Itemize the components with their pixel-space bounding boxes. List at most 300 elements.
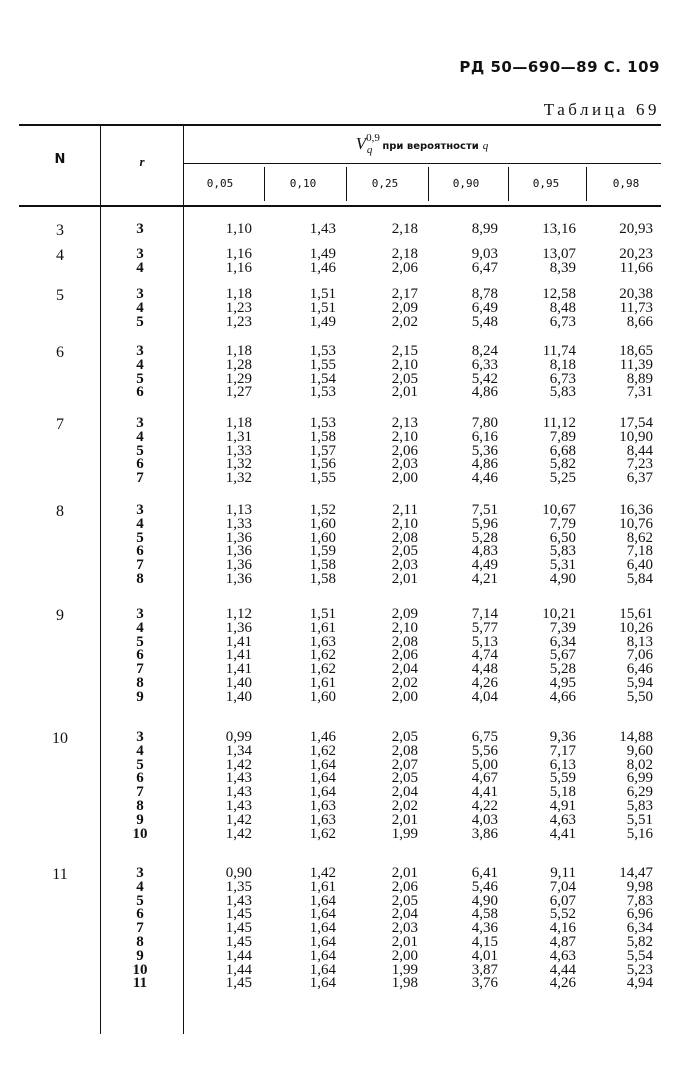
r-value: 5 [136,370,144,387]
table-row [0,880,700,894]
table-row [0,744,700,758]
v-value: 2,11 [392,502,418,518]
v-value: 1,64 [309,756,336,773]
v-value: 2,08 [391,633,418,650]
v-value: 1,10 [225,221,252,237]
r-value: 4 [136,356,144,373]
v-value: 1,18 [225,415,252,431]
table-caption: Таблица 69 [543,100,660,119]
r-value: 4 [136,515,144,532]
table-row [0,949,700,963]
q-column-header: 0,10 [289,177,317,190]
v-value: 1,29 [225,370,252,387]
v-value: 5,28 [549,661,576,678]
v-value: 8,39 [549,259,576,276]
n-value: 7 [56,416,64,433]
v-value: 2,10 [391,428,418,445]
table-row [0,621,700,635]
v-value: 15,61 [619,606,653,622]
v-value: 5,13 [471,633,498,650]
r-value: 6 [136,906,144,923]
v-value: 6,46 [626,661,653,678]
v-value: 1,64 [309,906,336,923]
v-value: 5,50 [626,688,653,705]
n-value: 10 [52,730,68,747]
v-value: 2,05 [391,543,418,560]
v-value: 2,03 [391,456,418,473]
v-value: 8,89 [626,370,653,387]
v-value: 8,48 [549,299,576,316]
table-row [0,517,700,531]
v-value: 2,01 [391,934,418,950]
v-value: 1,61 [309,675,336,691]
table-row [0,662,700,676]
r-value: 8 [136,798,144,814]
v-value: 5,46 [471,878,498,895]
v-value: 11,66 [619,259,653,276]
v-value: 2,06 [391,647,418,664]
v-value: 9,36 [549,729,576,745]
table-row [0,344,700,358]
v-value: 1,51 [309,606,336,622]
v-value: 9,03 [471,246,498,262]
v-value: 2,01 [391,811,418,828]
v-value: 4,94 [626,975,653,992]
r-value: 6 [136,770,144,787]
v-value: 5,52 [549,906,576,923]
v-value: 1,62 [309,647,336,664]
r-value: 3 [136,502,144,518]
v-value: 1,43 [225,770,252,787]
v-value: 2,10 [391,356,418,373]
n-value: 4 [56,247,64,264]
v-value: 1,99 [391,825,418,842]
v-value: 9,60 [626,742,653,759]
r-value: 3 [136,729,144,745]
r-value: 7 [136,470,144,487]
v-value: 10,76 [619,515,653,532]
v-value: 8,13 [626,633,653,650]
v-value: 2,03 [391,557,418,574]
table-row [0,771,700,785]
r-value: 4 [136,878,144,895]
v-value: 1,36 [225,557,252,574]
v-value: 4,48 [471,661,498,678]
v-value: 1,36 [225,543,252,560]
table-header-subrule [183,163,661,164]
table-row [0,921,700,935]
v-value: 2,03 [391,920,418,937]
r-value: 5 [136,313,144,330]
v-value: 1,12 [225,606,252,622]
r-value: 10 [132,961,148,978]
v-value: 10,21 [542,606,576,622]
v-value: 4,95 [549,675,576,691]
v-value: 1,58 [309,557,336,574]
r-value: 5 [136,529,144,546]
v-value: 1,41 [225,661,252,678]
r-value: 5 [136,756,144,773]
r-value: 3 [136,865,144,881]
v-value: 6,40 [626,557,653,574]
v-value: 1,63 [309,811,336,828]
v-value: 1,33 [225,515,252,532]
v-value: 11,74 [542,343,576,359]
n-value: 11 [52,866,68,883]
v-value: 1,64 [309,892,336,909]
n-value: 5 [56,287,64,304]
v-value: 1,43 [309,221,336,237]
v-value: 2,06 [391,442,418,459]
v-value: 10,26 [619,619,653,636]
v-value: 6,37 [626,470,653,487]
v-value: 11,12 [542,415,576,431]
v-value: 1,63 [309,798,336,814]
v-value: 5,51 [626,811,653,828]
table-row [0,976,700,990]
v-value: 6,29 [626,784,653,801]
v-value: 6,50 [549,529,576,546]
column-divider [264,167,265,201]
v-value: 2,05 [391,770,418,787]
v-value: 1,61 [309,619,336,636]
v-value: 1,36 [225,529,252,546]
v-value: 1,44 [225,947,252,964]
v-value: 1,42 [225,756,252,773]
v-symbol: V [355,134,367,153]
v-value: 1,41 [225,633,252,650]
v-value: 8,24 [471,343,498,359]
r-value: 6 [136,543,144,560]
r-value: 3 [136,286,144,302]
v-value: 11,39 [619,356,653,373]
table-row [0,287,700,301]
v-value: 7,51 [471,502,498,518]
v-value: 7,79 [549,515,576,532]
v-value: 9,11 [550,865,576,881]
r-value: 5 [136,892,144,909]
v-value: 5,48 [471,313,498,330]
n-value: 6 [56,344,64,361]
v-value: 7,06 [626,647,653,664]
v-value: 16,36 [619,502,653,518]
table-row [0,866,700,880]
v-value: 1,46 [309,259,336,276]
v-value: 1,58 [309,428,336,445]
v-value: 1,18 [225,286,252,302]
q-column-header: 0,05 [206,177,234,190]
table-row [0,690,700,704]
r-value: 4 [136,742,144,759]
table-row [0,935,700,949]
v-value: 6,34 [626,920,653,937]
v-value: 1,64 [309,947,336,964]
table-row [0,457,700,471]
v-value: 5,83 [549,543,576,560]
v-value: 4,63 [549,811,576,828]
v-value: 5,36 [471,442,498,459]
r-value: 7 [136,784,144,801]
v-value: 2,17 [391,286,418,302]
v-value: 1,27 [225,384,252,401]
v-value: 4,04 [471,688,498,705]
v-value: 5,83 [626,798,653,814]
v-value: 5,18 [549,784,576,801]
r-value: 6 [136,647,144,664]
v-value: 8,02 [626,756,653,773]
v-value: 1,63 [309,633,336,650]
r-value: 3 [136,606,144,622]
r-value: 7 [136,920,144,937]
table-row [0,416,700,430]
v-value: 2,05 [391,892,418,909]
r-value: 4 [136,428,144,445]
v-value: 1,42 [225,825,252,842]
n-value: 9 [56,607,64,624]
v-value: 4,90 [549,571,576,587]
q-column-header: 0,98 [612,177,640,190]
v-value: 2,02 [391,675,418,691]
table-row [0,827,700,841]
v-value: 1,64 [309,961,336,978]
v-value: 6,34 [549,633,576,650]
v-value: 2,18 [391,246,418,262]
v-value: 1,60 [309,688,336,705]
v-value: 4,41 [549,825,576,842]
v-value: 4,67 [471,770,498,787]
v-value: 1,40 [225,688,252,705]
v-value: 4,49 [471,557,498,574]
v-value: 7,23 [626,456,653,473]
v-value: 1,55 [309,470,336,487]
v-value: 2,01 [391,384,418,401]
v-value: 1,23 [225,299,252,316]
v-value: 4,22 [471,798,498,814]
v-value: 4,01 [471,947,498,964]
v-value: 1,45 [225,906,252,923]
v-value: 6,47 [471,259,498,276]
v-value: 1,41 [225,647,252,664]
r-value: 5 [136,442,144,459]
v-value: 13,07 [542,246,576,262]
v-value: 2,04 [391,906,418,923]
r-value: 4 [136,299,144,316]
v-value: 5,82 [549,456,576,473]
v-value: 10,67 [542,502,576,518]
v-value: 18,65 [619,343,653,359]
v-value: 5,54 [626,947,653,964]
column-header-n: N [54,152,66,167]
v-value: 1,13 [225,502,252,518]
v-value: 5,31 [549,557,576,574]
table-row [0,385,700,399]
v-value: 5,56 [471,742,498,759]
v-value: 5,23 [626,961,653,978]
v-value: 0,90 [225,865,252,881]
v-value: 4,86 [471,384,498,401]
column-header-group [184,134,660,154]
v-value: 1,52 [309,502,336,518]
v-value: 2,06 [391,878,418,895]
v-value: 7,14 [471,606,498,622]
v-value: 1,98 [391,975,418,992]
v-value: 1,53 [309,384,336,401]
v-value: 13,16 [542,221,576,237]
table-header-bottom-rule [19,205,661,207]
r-value: 9 [136,811,144,828]
v-value: 6,07 [549,892,576,909]
v-value: 5,59 [549,770,576,787]
v-value: 5,96 [471,515,498,532]
v-value: 7,18 [626,543,653,560]
v-value: 4,03 [471,811,498,828]
v-value: 2,09 [391,606,418,622]
v-value: 2,18 [391,221,418,237]
v-value: 2,08 [391,529,418,546]
table-row [0,503,700,517]
v-value: 8,44 [626,442,653,459]
v-value: 2,02 [391,313,418,330]
v-value: 5,84 [626,571,653,587]
table-row [0,785,700,799]
v-value: 6,73 [549,370,576,387]
v-value: 6,75 [471,729,498,745]
v-value: 1,64 [309,934,336,950]
v-superscript: 0,9 [366,132,380,144]
v-value: 8,66 [626,313,653,330]
v-value: 1,62 [309,825,336,842]
header-caption-text: при вероятности [382,141,479,152]
r-value: 10 [132,825,148,842]
v-value: 8,78 [471,286,498,302]
v-value: 2,05 [391,729,418,745]
v-value: 14,47 [619,865,653,881]
v-value: 20,93 [619,221,653,237]
v-value: 1,56 [309,456,336,473]
v-value: 5,28 [471,529,498,546]
v-value: 6,68 [549,442,576,459]
v-value: 5,83 [549,384,576,401]
v-value: 11,73 [619,299,653,316]
v-value: 3,76 [471,975,498,992]
r-value: 3 [136,221,144,237]
v-value: 1,51 [309,286,336,302]
v-value: 7,89 [549,428,576,445]
v-value: 1,57 [309,442,336,459]
v-value: 1,49 [309,246,336,262]
v-value: 1,16 [225,246,252,262]
v-value: 1,42 [225,811,252,828]
v-value: 6,99 [626,770,653,787]
v-value: 2,15 [391,343,418,359]
v-value: 5,67 [549,647,576,664]
v-value: 4,63 [549,947,576,964]
v-value: 1,23 [225,313,252,330]
v-value: 1,51 [309,299,336,316]
v-value: 7,80 [471,415,498,431]
q-column-header: 0,95 [532,177,560,190]
table-row [0,261,700,275]
table-row [0,607,700,621]
v-value: 2,08 [391,742,418,759]
v-subscript: q [366,144,373,156]
r-value: 8 [136,571,144,587]
table-row [0,247,700,261]
v-value: 8,62 [626,529,653,546]
v-value: 4,26 [549,975,576,992]
v-value: 6,33 [471,356,498,373]
v-value: 2,09 [391,299,418,316]
v-value: 6,41 [471,865,498,881]
v-value: 1,28 [225,356,252,373]
v-value: 4,16 [549,920,576,937]
v-value: 6,13 [549,756,576,773]
v-value: 1,53 [309,343,336,359]
v-value: 1,43 [225,892,252,909]
v-value: 1,36 [225,571,252,587]
v-value: 5,16 [626,825,653,842]
v-value: 8,18 [549,356,576,373]
v-value: 2,00 [391,688,418,705]
v-value: 4,87 [549,934,576,950]
table-row [0,676,700,690]
v-value: 4,74 [471,647,498,664]
v-value: 1,60 [309,515,336,532]
v-value: 12,58 [542,286,576,302]
table-row [0,531,700,545]
table-row [0,544,700,558]
v-value: 5,94 [626,675,653,691]
v-value: 4,26 [471,675,498,691]
v-value: 2,00 [391,470,418,487]
v-value: 4,21 [471,571,498,587]
table-row [0,358,700,372]
table-row [0,963,700,977]
v-value: 5,82 [626,934,653,950]
r-value: 9 [136,688,144,705]
r-value: 7 [136,557,144,574]
v-value: 17,54 [619,415,653,431]
v-value: 6,96 [626,906,653,923]
v-value: 1,64 [309,784,336,801]
v-value: 4,46 [471,470,498,487]
v-value: 1,61 [309,878,336,895]
v-value: 4,15 [471,934,498,950]
n-value: 8 [56,503,64,520]
r-value: 7 [136,661,144,678]
header-q-symbol: q [482,140,489,152]
v-value: 5,25 [549,470,576,487]
v-value: 1,45 [225,934,252,950]
r-value: 9 [136,947,144,964]
v-value: 5,00 [471,756,498,773]
v-value: 2,10 [391,515,418,532]
q-column-header: 0,25 [371,177,399,190]
v-value: 6,49 [471,299,498,316]
v-value: 1,42 [309,865,336,881]
v-value: 1,45 [225,920,252,937]
v-value: 2,04 [391,661,418,678]
v-value: 4,86 [471,456,498,473]
table-row [0,471,700,485]
table-row [0,907,700,921]
v-value: 1,32 [225,470,252,487]
v-value: 1,44 [225,961,252,978]
table-row [0,635,700,649]
v-value: 14,88 [619,729,653,745]
v-value: 1,33 [225,442,252,459]
v-value: 2,01 [391,865,418,881]
